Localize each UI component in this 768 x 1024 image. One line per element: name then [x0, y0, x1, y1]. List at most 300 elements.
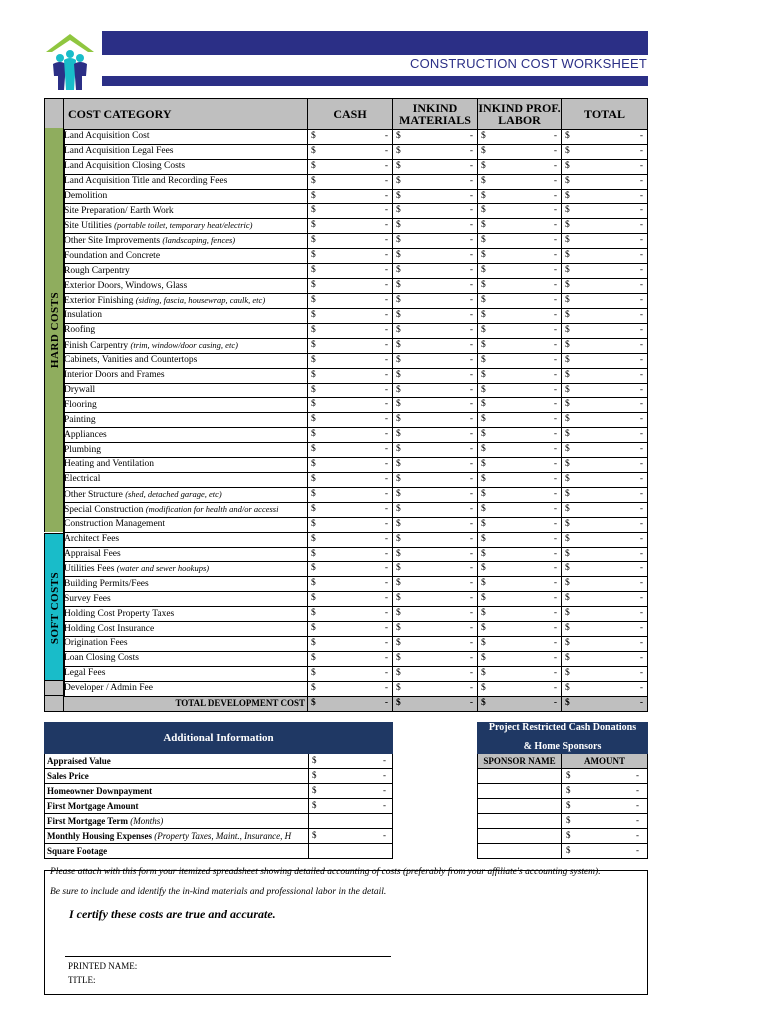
- cash-cell[interactable]: [308, 249, 393, 264]
- cost-category-label: Exterior Finishing: [64, 296, 134, 307]
- cash-cell[interactable]: [308, 517, 393, 532]
- amount-value: -: [469, 608, 473, 619]
- inkind-labor-cell[interactable]: [478, 637, 562, 652]
- inkind-labor-cell[interactable]: [478, 547, 562, 562]
- currency-symbol: $: [396, 593, 401, 604]
- total-development-cost-label: TOTAL DEVELOPMENT COST: [64, 696, 308, 711]
- currency-symbol: $: [396, 295, 401, 306]
- additional-info-label-text: Appraised Value: [47, 756, 111, 766]
- currency-symbol: $: [481, 280, 486, 291]
- inkind-materials-cell[interactable]: [393, 368, 478, 383]
- amount-value: -: [384, 518, 388, 529]
- currency-symbol: $: [481, 220, 486, 231]
- cash-cell[interactable]: [308, 174, 393, 189]
- inkind-materials-cell[interactable]: [393, 562, 478, 577]
- amount-value: -: [639, 473, 643, 484]
- cost-category-label: Exterior Doors, Windows, Glass: [64, 280, 188, 291]
- cost-category-label: Other Site Improvements: [64, 236, 161, 247]
- cost-category-cell: [64, 338, 308, 353]
- currency-symbol: $: [311, 608, 316, 619]
- currency-symbol: $: [311, 548, 316, 559]
- inkind-materials-cell[interactable]: [393, 651, 478, 666]
- amount-value: -: [553, 265, 557, 276]
- cost-category-cell: [64, 413, 308, 428]
- inkind-materials-cell[interactable]: [393, 204, 478, 219]
- inkind-materials-cell[interactable]: [393, 637, 478, 652]
- currency-symbol: $: [396, 623, 401, 634]
- amount-value: -: [384, 354, 388, 365]
- inkind-labor-cell[interactable]: [478, 502, 562, 517]
- inkind-labor-cell[interactable]: [478, 234, 562, 249]
- additional-info-label: [45, 799, 309, 814]
- total-cell: [562, 338, 648, 353]
- amount-value: -: [639, 459, 643, 470]
- currency-symbol: $: [311, 250, 316, 261]
- total-materials-cell: [393, 696, 478, 711]
- amount-value: -: [639, 638, 643, 649]
- inkind-materials-cell[interactable]: [393, 323, 478, 338]
- inkind-labor-cell[interactable]: [478, 174, 562, 189]
- amount-value: -: [553, 548, 557, 559]
- inkind-materials-cell[interactable]: [393, 338, 478, 353]
- cash-cell[interactable]: [308, 562, 393, 577]
- sponsor-amount-cell[interactable]: [562, 814, 648, 829]
- amount-value: -: [639, 697, 643, 708]
- currency-symbol: $: [481, 667, 486, 678]
- total-cell: [562, 279, 648, 294]
- currency-symbol: $: [481, 145, 486, 156]
- currency-symbol: $: [396, 324, 401, 335]
- amount-value: -: [384, 548, 388, 559]
- amount-value: -: [639, 623, 643, 634]
- currency-symbol: $: [565, 623, 570, 634]
- inkind-materials-cell[interactable]: [393, 517, 478, 532]
- cash-cell[interactable]: [308, 234, 393, 249]
- cost-category-label: Cabinets, Vanities and Countertops: [64, 355, 198, 366]
- sponsor-amount-cell[interactable]: [562, 799, 648, 814]
- inkind-materials-cell[interactable]: [393, 249, 478, 264]
- additional-info-label: [45, 829, 309, 844]
- cost-category-label: Legal Fees: [64, 668, 106, 679]
- inkind-materials-cell[interactable]: [393, 219, 478, 234]
- inkind-labor-cell[interactable]: [478, 309, 562, 324]
- amount-value: -: [553, 280, 557, 291]
- currency-symbol: $: [565, 131, 570, 141]
- currency-symbol: $: [396, 518, 401, 529]
- cost-category-cell: [64, 637, 308, 652]
- cash-cell[interactable]: [308, 294, 393, 309]
- currency-symbol: $: [311, 503, 316, 514]
- cost-category-cell: [64, 517, 308, 532]
- cost-row: [64, 130, 648, 145]
- currency-symbol: $: [311, 518, 316, 529]
- cash-cell[interactable]: [308, 219, 393, 234]
- currency-symbol: $: [311, 354, 316, 365]
- amount-value: -: [383, 770, 386, 780]
- currency-symbol: $: [481, 563, 486, 574]
- amount-value: -: [639, 652, 643, 663]
- currency-symbol: $: [396, 250, 401, 261]
- amount-value: -: [383, 755, 386, 765]
- sponsor-name-cell[interactable]: [478, 769, 562, 784]
- amount-value: -: [636, 800, 639, 810]
- cost-category-cell: [64, 144, 308, 159]
- inkind-materials-cell[interactable]: [393, 159, 478, 174]
- inkind-labor-cell[interactable]: [478, 249, 562, 264]
- inkind-labor-cell[interactable]: [478, 622, 562, 637]
- cost-row: [64, 622, 648, 637]
- inkind-labor-cell[interactable]: [478, 353, 562, 368]
- inkind-materials-cell[interactable]: [393, 487, 478, 502]
- cash-cell[interactable]: [308, 637, 393, 652]
- cost-category-cell: [64, 368, 308, 383]
- sponsor-name-cell[interactable]: [478, 844, 562, 859]
- title-label: TITLE:: [68, 975, 96, 985]
- cash-cell[interactable]: [308, 383, 393, 398]
- amount-value: -: [553, 220, 557, 231]
- sponsor-name-cell[interactable]: [478, 799, 562, 814]
- amount-value: -: [469, 160, 473, 171]
- inkind-materials-cell[interactable]: [393, 264, 478, 279]
- cash-cell[interactable]: [308, 577, 393, 592]
- total-cell: [562, 204, 648, 219]
- inkind-materials-cell[interactable]: [393, 294, 478, 309]
- currency-symbol: $: [311, 563, 316, 574]
- amount-value: -: [639, 131, 643, 141]
- inkind-materials-cell[interactable]: [393, 666, 478, 681]
- amount-value: -: [553, 310, 557, 321]
- inkind-materials-cell[interactable]: [393, 532, 478, 547]
- cost-row: [64, 249, 648, 264]
- cash-cell[interactable]: [308, 472, 393, 487]
- sponsor-name-cell[interactable]: [478, 829, 562, 844]
- inkind-labor-cell[interactable]: [478, 681, 562, 696]
- inkind-materials-cell[interactable]: [393, 398, 478, 413]
- currency-symbol: $: [311, 697, 316, 708]
- sponsor-row: [478, 814, 648, 829]
- inkind-materials-cell[interactable]: [393, 144, 478, 159]
- cost-row: [64, 428, 648, 443]
- cost-row: [64, 189, 648, 204]
- currency-symbol: $: [565, 593, 570, 604]
- amount-value: -: [553, 250, 557, 261]
- cost-category-note: (shed, detached garage, etc): [125, 488, 222, 499]
- inkind-labor-cell[interactable]: [478, 562, 562, 577]
- amount-value: -: [469, 131, 473, 141]
- inkind-materials-cell[interactable]: [393, 577, 478, 592]
- currency-symbol: $: [396, 369, 401, 380]
- sponsor-amount-cell[interactable]: [562, 784, 648, 799]
- inkind-materials-cell[interactable]: [393, 309, 478, 324]
- amount-value: -: [639, 235, 643, 246]
- cash-cell[interactable]: [308, 502, 393, 517]
- inkind-labor-cell[interactable]: [478, 651, 562, 666]
- amount-value: -: [384, 324, 388, 335]
- inkind-materials-cell[interactable]: [393, 502, 478, 517]
- inkind-labor-cell[interactable]: [478, 607, 562, 622]
- inkind-materials-cell[interactable]: [393, 383, 478, 398]
- cost-table: [63, 98, 648, 712]
- inkind-materials-cell[interactable]: [393, 472, 478, 487]
- currency-symbol: $: [565, 354, 570, 365]
- cash-cell[interactable]: [308, 487, 393, 502]
- inkind-labor-cell[interactable]: [478, 398, 562, 413]
- inkind-labor-cell[interactable]: [478, 130, 562, 145]
- cash-cell[interactable]: [308, 532, 393, 547]
- additional-info-value[interactable]: [309, 829, 393, 844]
- currency-symbol: $: [396, 414, 401, 425]
- currency-symbol: $: [481, 310, 486, 321]
- inkind-materials-cell[interactable]: [393, 547, 478, 562]
- amount-value: -: [469, 220, 473, 231]
- currency-symbol: $: [481, 623, 486, 634]
- amount-value: -: [469, 190, 473, 201]
- cost-category-label: Loan Closing Costs: [64, 653, 139, 664]
- cash-cell[interactable]: [308, 368, 393, 383]
- inkind-labor-cell[interactable]: [478, 323, 562, 338]
- cash-cell[interactable]: [308, 666, 393, 681]
- cash-cell[interactable]: [308, 279, 393, 294]
- currency-symbol: $: [396, 235, 401, 246]
- sponsor-name-cell[interactable]: [478, 784, 562, 799]
- cost-row: [64, 368, 648, 383]
- currency-symbol: $: [481, 160, 486, 171]
- currency-symbol: $: [396, 339, 401, 350]
- inkind-materials-cell[interactable]: [393, 234, 478, 249]
- cash-cell[interactable]: [308, 607, 393, 622]
- cash-cell[interactable]: [308, 681, 393, 696]
- inkind-labor-cell[interactable]: [478, 517, 562, 532]
- cash-cell[interactable]: [308, 651, 393, 666]
- inkind-labor-cell[interactable]: [478, 577, 562, 592]
- inkind-labor-cell[interactable]: [478, 472, 562, 487]
- cost-category-note: (landscaping, fences): [162, 235, 236, 246]
- certification-box: [44, 867, 648, 995]
- cost-category-label: Developer / Admin Fee: [64, 683, 153, 694]
- additional-info-label: [45, 754, 309, 769]
- inkind-materials-cell[interactable]: [393, 592, 478, 607]
- total-cell: [562, 562, 648, 577]
- currency-symbol: $: [481, 459, 486, 470]
- currency-symbol: $: [396, 638, 401, 649]
- amount-value: -: [553, 235, 557, 246]
- cost-category-label: Electrical: [64, 474, 101, 485]
- inkind-materials-cell[interactable]: [393, 174, 478, 189]
- cash-cell[interactable]: [308, 189, 393, 204]
- inkind-labor-cell[interactable]: [478, 144, 562, 159]
- currency-symbol: $: [481, 235, 486, 246]
- cash-cell[interactable]: [308, 398, 393, 413]
- cash-cell[interactable]: [308, 144, 393, 159]
- additional-info-value[interactable]: [309, 769, 393, 784]
- cost-category-cell: [64, 622, 308, 637]
- currency-symbol: $: [565, 310, 570, 321]
- additional-info-value[interactable]: [309, 799, 393, 814]
- amount-value: -: [469, 369, 473, 380]
- cash-cell[interactable]: [308, 547, 393, 562]
- additional-info-label: [45, 844, 309, 859]
- cash-cell[interactable]: [308, 413, 393, 428]
- inkind-labor-cell[interactable]: [478, 294, 562, 309]
- currency-symbol: $: [481, 295, 486, 306]
- inkind-labor-cell[interactable]: [478, 264, 562, 279]
- cash-cell[interactable]: [308, 428, 393, 443]
- inkind-materials-cell[interactable]: [393, 413, 478, 428]
- inkind-labor-cell[interactable]: [478, 413, 562, 428]
- inkind-materials-cell[interactable]: [393, 443, 478, 458]
- cash-cell[interactable]: [308, 443, 393, 458]
- additional-info-value[interactable]: [309, 784, 393, 799]
- amount-value: -: [639, 682, 643, 693]
- amount-value: -: [384, 160, 388, 171]
- additional-info-row: [45, 769, 393, 784]
- cash-cell[interactable]: [308, 264, 393, 279]
- amount-value: -: [639, 220, 643, 231]
- total-cell: [562, 130, 648, 145]
- cash-cell[interactable]: [308, 338, 393, 353]
- inkind-materials-cell[interactable]: [393, 279, 478, 294]
- currency-symbol: $: [396, 682, 401, 693]
- inkind-labor-cell[interactable]: [478, 189, 562, 204]
- amount-value: -: [384, 369, 388, 380]
- amount-value: -: [553, 638, 557, 649]
- cash-cell[interactable]: [308, 159, 393, 174]
- inkind-labor-cell[interactable]: [478, 666, 562, 681]
- cost-category-label: Site Utilities: [64, 221, 112, 232]
- additional-info-title: Additional Information: [45, 723, 393, 754]
- amount-value: -: [553, 354, 557, 365]
- inkind-materials-cell[interactable]: [393, 353, 478, 368]
- inkind-labor-cell[interactable]: [478, 159, 562, 174]
- currency-symbol: $: [565, 339, 570, 350]
- additional-info-table: [44, 722, 393, 859]
- amount-value: -: [383, 830, 386, 840]
- cost-category-cell: [64, 323, 308, 338]
- signature-line[interactable]: [65, 956, 391, 957]
- additional-info-value[interactable]: [309, 844, 393, 859]
- currency-symbol: $: [396, 488, 401, 499]
- currency-symbol: $: [481, 638, 486, 649]
- currency-symbol: $: [312, 755, 317, 765]
- total-cell: [562, 294, 648, 309]
- additional-info-row: [45, 844, 393, 859]
- amount-value: -: [639, 414, 643, 425]
- additional-info-value[interactable]: [309, 814, 393, 829]
- amount-value: -: [639, 429, 643, 440]
- currency-symbol: $: [481, 593, 486, 604]
- cost-category-label: Construction Management: [64, 519, 166, 530]
- inkind-materials-cell[interactable]: [393, 681, 478, 696]
- currency-symbol: $: [565, 503, 570, 514]
- inkind-materials-cell[interactable]: [393, 428, 478, 443]
- cash-cell[interactable]: [308, 130, 393, 145]
- currency-symbol: $: [311, 429, 316, 440]
- currency-symbol: $: [311, 384, 316, 395]
- amount-value: -: [469, 205, 473, 216]
- inkind-materials-cell[interactable]: [393, 130, 478, 145]
- col-header-inkind-labor: INKIND PROF. LABOR: [478, 99, 562, 130]
- currency-symbol: $: [565, 563, 570, 574]
- inkind-labor-cell[interactable]: [478, 279, 562, 294]
- currency-symbol: $: [481, 265, 486, 276]
- currency-symbol: $: [565, 459, 570, 470]
- cash-cell[interactable]: [308, 204, 393, 219]
- amount-value: -: [553, 399, 557, 410]
- amount-value: -: [553, 682, 557, 693]
- currency-symbol: $: [565, 473, 570, 484]
- amount-value: -: [469, 414, 473, 425]
- currency-symbol: $: [311, 280, 316, 291]
- currency-symbol: $: [311, 220, 316, 231]
- currency-symbol: $: [481, 608, 486, 619]
- inkind-labor-cell[interactable]: [478, 428, 562, 443]
- cash-cell[interactable]: [308, 458, 393, 473]
- currency-symbol: $: [481, 369, 486, 380]
- cash-cell[interactable]: [308, 309, 393, 324]
- total-cell: [562, 249, 648, 264]
- cash-cell[interactable]: [308, 323, 393, 338]
- total-band: [44, 695, 65, 712]
- inkind-labor-cell[interactable]: [478, 487, 562, 502]
- amount-value: -: [469, 444, 473, 455]
- sponsor-name-cell[interactable]: [478, 814, 562, 829]
- inkind-labor-cell[interactable]: [478, 458, 562, 473]
- cost-row: [64, 487, 648, 502]
- inkind-labor-cell[interactable]: [478, 443, 562, 458]
- cash-cell[interactable]: [308, 592, 393, 607]
- inkind-labor-cell[interactable]: [478, 383, 562, 398]
- inkind-labor-cell[interactable]: [478, 338, 562, 353]
- inkind-materials-cell[interactable]: [393, 607, 478, 622]
- inkind-materials-cell[interactable]: [393, 622, 478, 637]
- currency-symbol: $: [396, 533, 401, 544]
- cash-cell[interactable]: [308, 622, 393, 637]
- sponsor-row: [478, 844, 648, 859]
- currency-symbol: $: [481, 250, 486, 261]
- total-cell: [562, 458, 648, 473]
- amount-value: -: [639, 593, 643, 604]
- inkind-labor-cell[interactable]: [478, 592, 562, 607]
- currency-symbol: $: [396, 429, 401, 440]
- inkind-labor-cell[interactable]: [478, 219, 562, 234]
- cost-row: [64, 309, 648, 324]
- inkind-labor-cell[interactable]: [478, 532, 562, 547]
- sponsor-amount-cell[interactable]: [562, 844, 648, 859]
- cash-cell[interactable]: [308, 353, 393, 368]
- additional-info-label: [45, 784, 309, 799]
- total-cell: [562, 159, 648, 174]
- total-row: [64, 696, 648, 711]
- currency-symbol: $: [481, 324, 486, 335]
- additional-info-value[interactable]: [309, 754, 393, 769]
- inkind-labor-cell[interactable]: [478, 368, 562, 383]
- total-cell: [562, 323, 648, 338]
- inkind-labor-cell[interactable]: [478, 204, 562, 219]
- cost-category-label: Appliances: [64, 429, 107, 440]
- sponsor-row: [478, 799, 648, 814]
- inkind-materials-cell[interactable]: [393, 458, 478, 473]
- additional-info-row: [45, 814, 393, 829]
- amount-value: -: [469, 623, 473, 634]
- sponsor-amount-cell[interactable]: [562, 769, 648, 784]
- amount-value: -: [469, 578, 473, 589]
- cost-category-cell: [64, 607, 308, 622]
- cost-category-label: Site Preparation/ Earth Work: [64, 205, 174, 216]
- inkind-materials-cell[interactable]: [393, 189, 478, 204]
- cost-row: [64, 383, 648, 398]
- currency-symbol: $: [311, 652, 316, 663]
- sponsor-amount-cell[interactable]: [562, 829, 648, 844]
